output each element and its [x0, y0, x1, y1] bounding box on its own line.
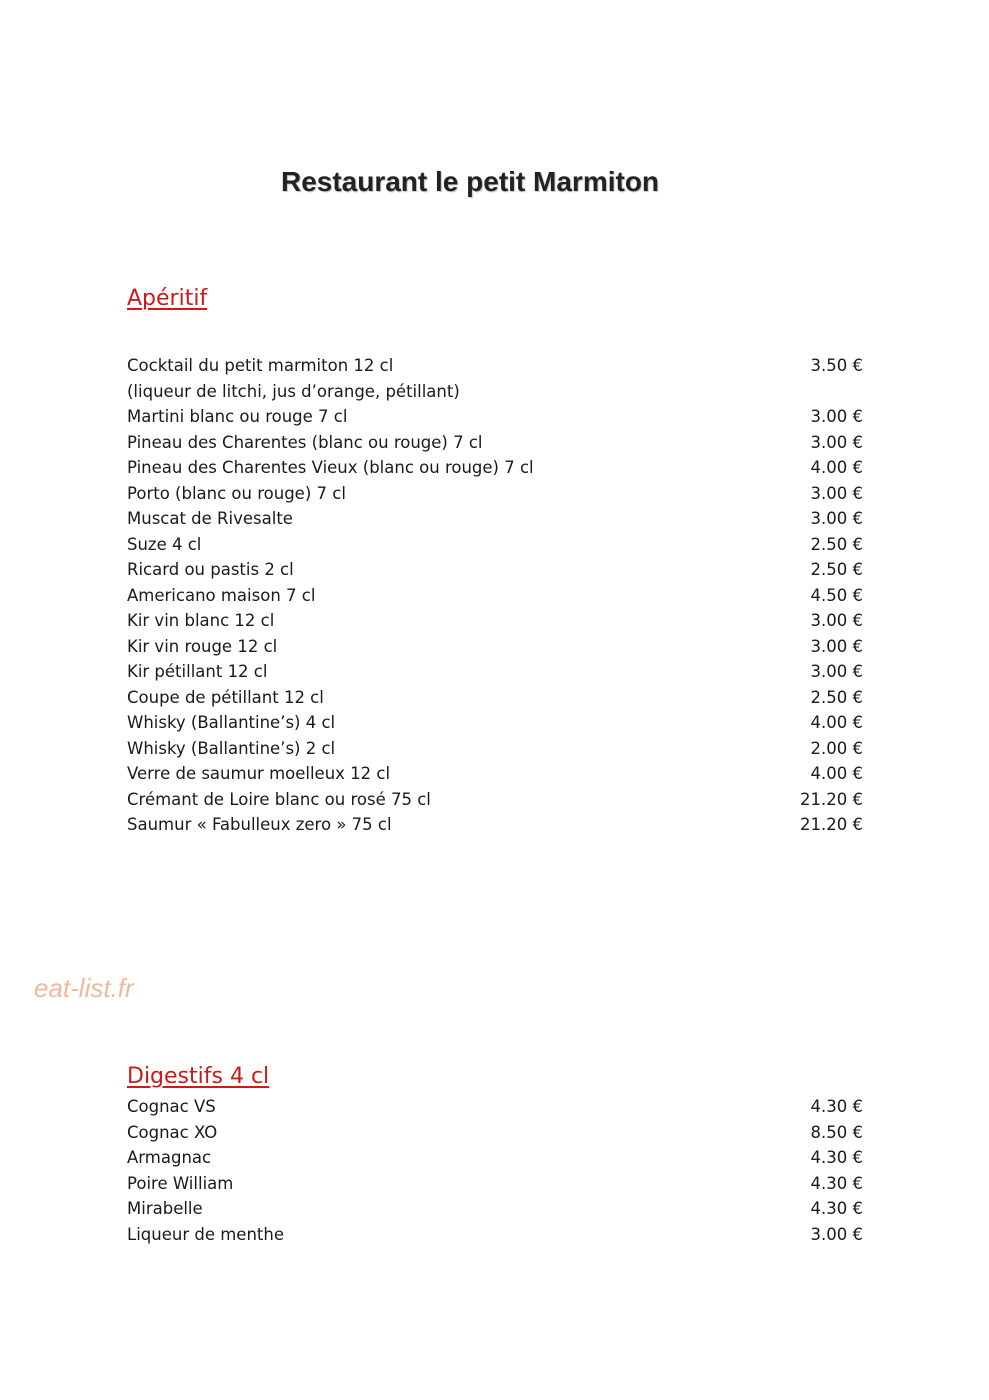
list-item [127, 710, 863, 736]
item-price: 3.00 € [810, 1224, 863, 1244]
list-item [127, 608, 863, 634]
list-item [127, 634, 863, 660]
item-price: 2.50 € [810, 560, 863, 579]
item-price: 3.00 € [810, 432, 863, 452]
item-name: Poire William [127, 1173, 234, 1193]
item-price: 3.00 € [810, 662, 863, 681]
list-item [127, 506, 863, 532]
item-name: Pineau des Charentes Vieux (blanc ou rouge) 7 cl [127, 458, 534, 477]
list-item [127, 430, 863, 456]
item-name: Whisky (Ballantine’s) 4 cl [127, 713, 336, 732]
item-price: 2.50 € [810, 534, 863, 554]
item-price: 4.30 € [810, 1173, 863, 1193]
item-name: Kir vin rouge 12 cl [127, 636, 278, 656]
list-item [127, 1196, 863, 1222]
item-price: 3.00 € [810, 407, 863, 426]
item-name: Ricard ou pastis 2 cl [127, 560, 294, 579]
item-name: Coupe de pétillant 12 cl [127, 687, 324, 707]
item-name: Martini blanc ou rouge 7 cl [127, 407, 348, 426]
item-price: 21.20 € [800, 789, 863, 809]
item-price: 8.50 € [810, 1122, 863, 1142]
item-name: (liqueur de litchi, jus d’orange, pétillant) [127, 381, 460, 401]
item-name: Verre de saumur moelleux 12 cl [127, 764, 391, 783]
page-title: Restaurant le petit Marmiton [280, 166, 660, 197]
item-name: Porto (blanc ou rouge) 7 cl [127, 483, 346, 503]
list-item [127, 583, 863, 609]
item-price: 4.00 € [810, 764, 863, 783]
aperitif-list [127, 353, 863, 838]
list-item [127, 1171, 863, 1197]
list-item [127, 1120, 863, 1146]
list-item [127, 659, 863, 685]
item-price: 4.00 € [810, 713, 863, 732]
item-name: Suze 4 cl [127, 534, 202, 554]
item-name: Mirabelle [127, 1199, 203, 1218]
list-item [127, 404, 863, 430]
item-price: 3.00 € [810, 509, 863, 528]
list-item [127, 379, 863, 405]
list-item [127, 557, 863, 583]
digestifs-list [127, 1094, 863, 1247]
list-item [127, 1145, 863, 1171]
item-name: Muscat de Rivesalte [127, 509, 293, 528]
item-price: 3.00 € [810, 611, 863, 630]
item-name: Liqueur de menthe [127, 1224, 284, 1244]
item-name: Pineau des Charentes (blanc ou rouge) 7 cl [127, 432, 483, 452]
list-item [127, 532, 863, 558]
list-item [127, 455, 863, 481]
item-name: Cognac XO [127, 1122, 218, 1142]
item-price: 4.50 € [810, 585, 863, 605]
item-price: 3.00 € [810, 636, 863, 656]
item-name: Crémant de Loire blanc ou rosé 75 cl [127, 789, 431, 809]
section-heading-aperitif: Apéritif [127, 286, 208, 311]
item-price: 3.50 € [810, 356, 863, 375]
item-price: 2.00 € [810, 738, 863, 758]
list-item [127, 812, 863, 838]
item-price: 4.30 € [810, 1097, 863, 1116]
list-item [127, 481, 863, 507]
item-name: Kir pétillant 12 cl [127, 662, 268, 681]
watermark: eat-list.fr [34, 973, 134, 1003]
item-price: 4.30 € [810, 1199, 863, 1218]
list-item [127, 736, 863, 762]
item-name: Cognac VS [127, 1097, 216, 1116]
item-price: 4.30 € [810, 1148, 863, 1167]
list-item [127, 353, 863, 379]
list-item [127, 1222, 863, 1248]
item-price: 2.50 € [810, 687, 863, 707]
item-name: Cocktail du petit marmiton 12 cl [127, 356, 394, 375]
item-name: Kir vin blanc 12 cl [127, 611, 275, 630]
list-item [127, 787, 863, 813]
item-name: Saumur « Fabulleux zero » 75 cl [127, 815, 392, 834]
item-price: 3.00 € [810, 483, 863, 503]
item-name: Armagnac [127, 1148, 212, 1167]
item-price: 21.20 € [800, 815, 863, 834]
item-name: Americano maison 7 cl [127, 585, 316, 605]
item-price: 4.00 € [810, 458, 863, 477]
list-item [127, 685, 863, 711]
item-name: Whisky (Ballantine’s) 2 cl [127, 738, 336, 758]
list-item [127, 761, 863, 787]
list-item [127, 1094, 863, 1120]
section-heading-digestifs: Digestifs 4 cl [127, 1064, 270, 1089]
